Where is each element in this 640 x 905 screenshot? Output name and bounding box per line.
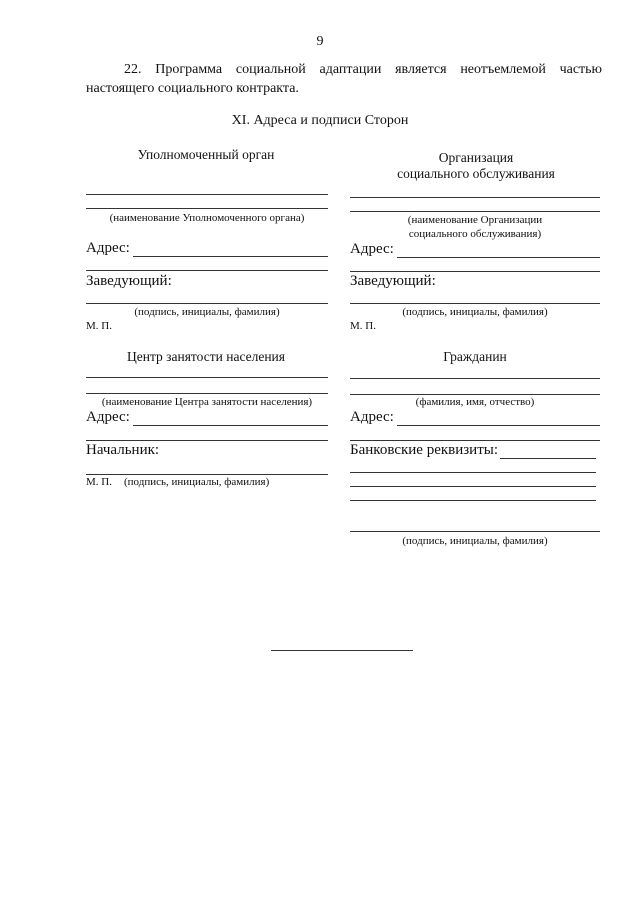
paragraph-line-2: настоящего социального контракта. [86, 81, 299, 96]
organization-heading-line-1: Организация [438, 150, 514, 165]
authorized-body-signature-line [86, 303, 328, 304]
authorized-body-stamp: М. П. [86, 320, 112, 332]
citizen-bank-line-2 [350, 472, 596, 473]
closing-separator-line [271, 650, 413, 651]
employment-center-heading: Центр занятости населения [127, 349, 285, 364]
citizen-bank-line-4 [350, 500, 596, 501]
authorized-body-head-label: Заведующий: [86, 273, 172, 289]
employment-center-name-line-2 [86, 393, 328, 394]
organization-heading-line-2: социального обслуживания [397, 166, 555, 181]
citizen-name-caption: (фамилия, имя, отчество) [415, 396, 535, 408]
authorized-body-name-line-1 [86, 194, 328, 195]
authorized-body-sign-caption: (подпись, инициалы, фамилия) [134, 306, 280, 318]
citizen-bank-line-1 [500, 458, 596, 459]
section-title: XI. Адреса и подписи Сторон [231, 113, 409, 128]
organization-address-line-1 [397, 257, 600, 258]
employment-center-signature-line [86, 474, 328, 475]
organization-name-caption-line-2: социального обслуживания) [408, 228, 542, 240]
employment-center-stamp: М. П. [86, 476, 112, 488]
employment-center-address-line-1 [133, 425, 328, 426]
authorized-body-heading: Уполномоченный орган [137, 147, 275, 162]
citizen-signature-line [350, 531, 600, 532]
employment-center-sign-caption: (подпись, инициалы, фамилия) [124, 476, 270, 488]
page-number: 9 [316, 34, 324, 49]
organization-sign-caption: (подпись, инициалы, фамилия) [402, 306, 548, 318]
citizen-address-label: Адрес: [350, 409, 394, 425]
citizen-sign-caption: (подпись, инициалы, фамилия) [402, 535, 548, 547]
citizen-address-line-1 [397, 425, 600, 426]
employment-center-head-label: Начальник: [86, 442, 160, 458]
paragraph-line-1: 22. Программа социальной адаптации является неотъемлемой частью [124, 62, 602, 77]
authorized-body-name-line-2 [86, 208, 328, 209]
employment-center-address-label: Адрес: [86, 409, 130, 425]
citizen-bank-label: Банковские реквизиты: [350, 442, 499, 458]
authorized-body-address-label: Адрес: [86, 240, 130, 256]
authorized-body-address-line-1 [133, 256, 328, 257]
employment-center-address-line-2 [86, 440, 328, 441]
citizen-name-line-2 [350, 394, 600, 395]
organization-address-line-2 [350, 271, 600, 272]
organization-name-line-1 [350, 197, 600, 198]
organization-head-label: Заведующий: [350, 273, 436, 289]
organization-address-label: Адрес: [350, 241, 394, 257]
organization-stamp: М. П. [350, 320, 376, 332]
authorized-body-name-caption: (наименование Уполномоченного органа) [109, 212, 305, 224]
citizen-address-line-2 [350, 440, 600, 441]
citizen-name-line-1 [350, 378, 600, 379]
authorized-body-address-line-2 [86, 270, 328, 271]
employment-center-name-caption: (наименование Центра занятости населения) [101, 396, 313, 408]
citizen-bank-line-3 [350, 486, 596, 487]
employment-center-name-line-1 [86, 377, 328, 378]
citizen-heading: Гражданин [443, 349, 507, 364]
organization-name-caption-line-1: (наименование Организации [407, 214, 543, 226]
organization-name-line-2 [350, 211, 600, 212]
organization-signature-line [350, 303, 600, 304]
